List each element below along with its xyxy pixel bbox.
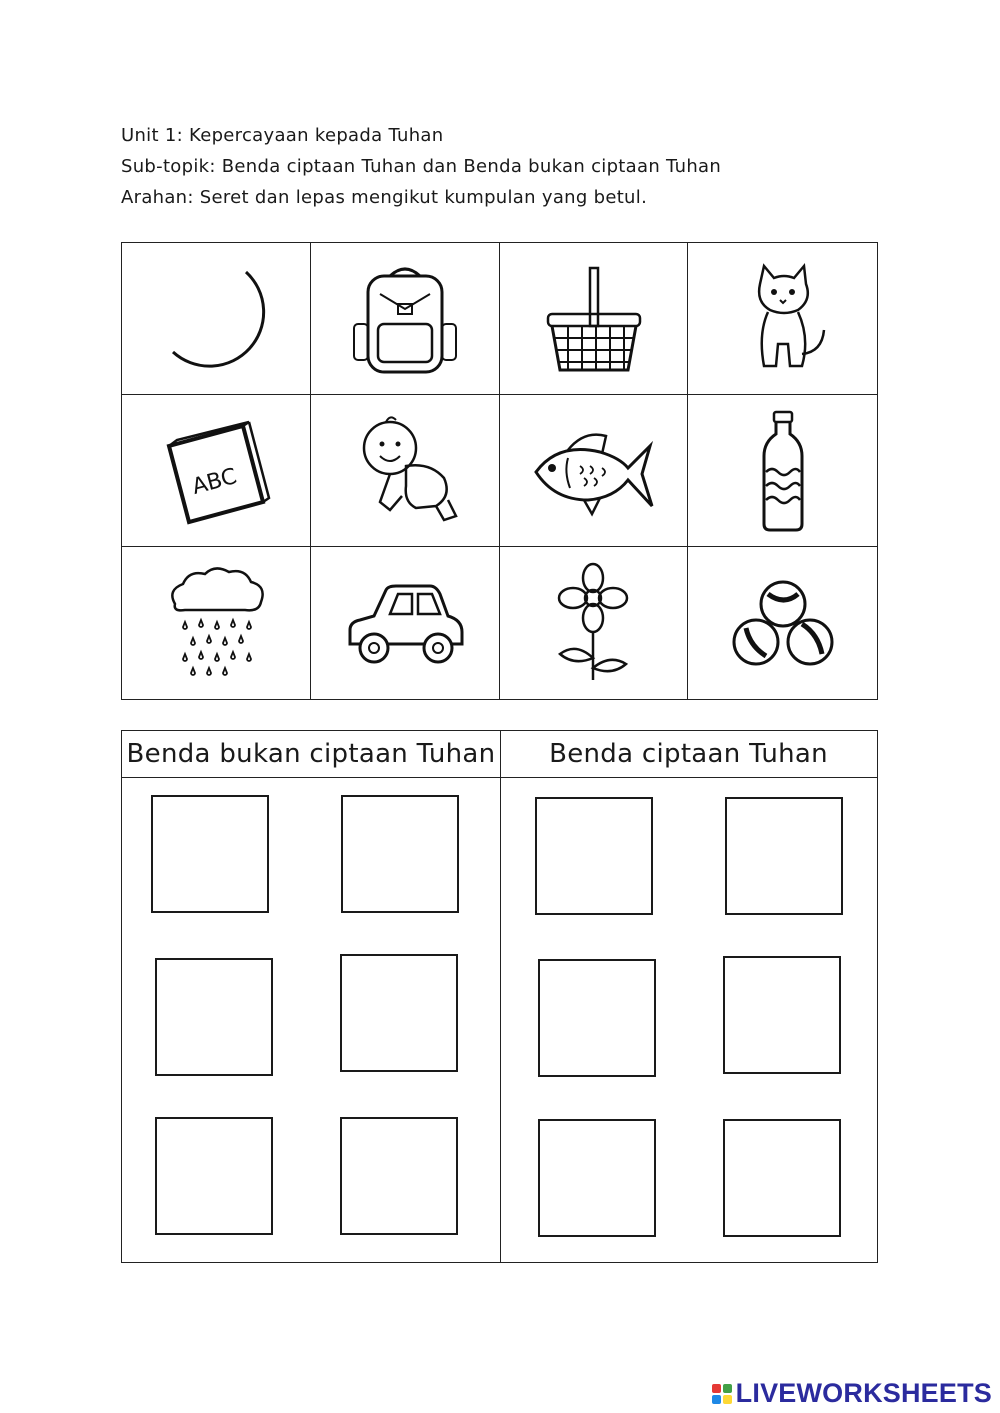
book-abc-text: ABC — [189, 463, 240, 500]
sorting-table — [121, 730, 878, 1263]
unit-title: Unit 1: Kepercayaan kepada Tuhan — [121, 125, 444, 146]
water-bottle-icon — [718, 406, 848, 536]
drop-box-left-2[interactable] — [341, 795, 459, 913]
logo-text: LIVEWORKSHEETS — [735, 1378, 992, 1408]
drag-item-book[interactable] — [122, 395, 311, 547]
drag-item-fish[interactable] — [500, 395, 689, 547]
drop-box-left-6[interactable] — [340, 1117, 458, 1235]
baby-icon — [340, 406, 470, 536]
drag-item-bag[interactable] — [311, 243, 500, 395]
drag-item-baby[interactable] — [311, 395, 500, 547]
subtopic-text: Sub-topik: Benda ciptaan Tuhan dan Benda bukan ciptaan Tuhan — [121, 156, 722, 177]
column-heading-right: Benda ciptaan Tuhan — [500, 731, 877, 778]
drag-item-car[interactable] — [311, 547, 500, 699]
car-icon — [340, 558, 470, 688]
drop-box-right-3[interactable] — [538, 959, 656, 1077]
drop-box-left-5[interactable] — [155, 1117, 273, 1235]
drag-item-marbles[interactable] — [688, 547, 877, 699]
instruction-text: Arahan: Seret dan lepas mengikut kumpulan yang betul. — [121, 187, 648, 208]
logo-block — [712, 1395, 721, 1404]
drop-box-left-4[interactable] — [340, 954, 458, 1072]
draggable-items-grid — [121, 242, 878, 700]
crescent-moon-icon — [151, 254, 281, 384]
drag-item-rain-cloud[interactable] — [122, 547, 311, 699]
drag-item-moon[interactable] — [122, 243, 311, 395]
logo-blocks-icon — [712, 1384, 732, 1404]
column-not-created-by-god — [122, 731, 501, 1262]
kitten-icon — [718, 254, 848, 384]
column-created-by-god — [500, 731, 877, 1262]
drop-box-right-6[interactable] — [723, 1119, 841, 1237]
fish-icon — [528, 406, 658, 536]
drag-item-basket[interactable] — [500, 243, 689, 395]
drop-box-right-2[interactable] — [725, 797, 843, 915]
drop-box-right-5[interactable] — [538, 1119, 656, 1237]
drag-item-kitten[interactable] — [688, 243, 877, 395]
logo-block — [723, 1395, 732, 1404]
marbles-icon — [718, 558, 848, 688]
logo-block — [723, 1384, 732, 1393]
rain-cloud-icon — [151, 558, 281, 688]
worksheet-header — [121, 120, 721, 213]
abc-book-icon — [151, 406, 281, 536]
school-bag-icon — [340, 254, 470, 384]
drop-box-left-1[interactable] — [151, 795, 269, 913]
drop-box-right-4[interactable] — [723, 956, 841, 1074]
drag-item-bottle[interactable] — [688, 395, 877, 547]
drop-box-right-1[interactable] — [535, 797, 653, 915]
column-heading-left: Benda bukan ciptaan Tuhan — [122, 731, 500, 778]
drag-item-flower[interactable] — [500, 547, 689, 699]
drop-box-left-3[interactable] — [155, 958, 273, 1076]
basket-icon — [528, 254, 658, 384]
flower-icon — [528, 558, 658, 688]
logo-block — [712, 1384, 721, 1393]
liveworksheets-logo — [712, 1378, 992, 1409]
